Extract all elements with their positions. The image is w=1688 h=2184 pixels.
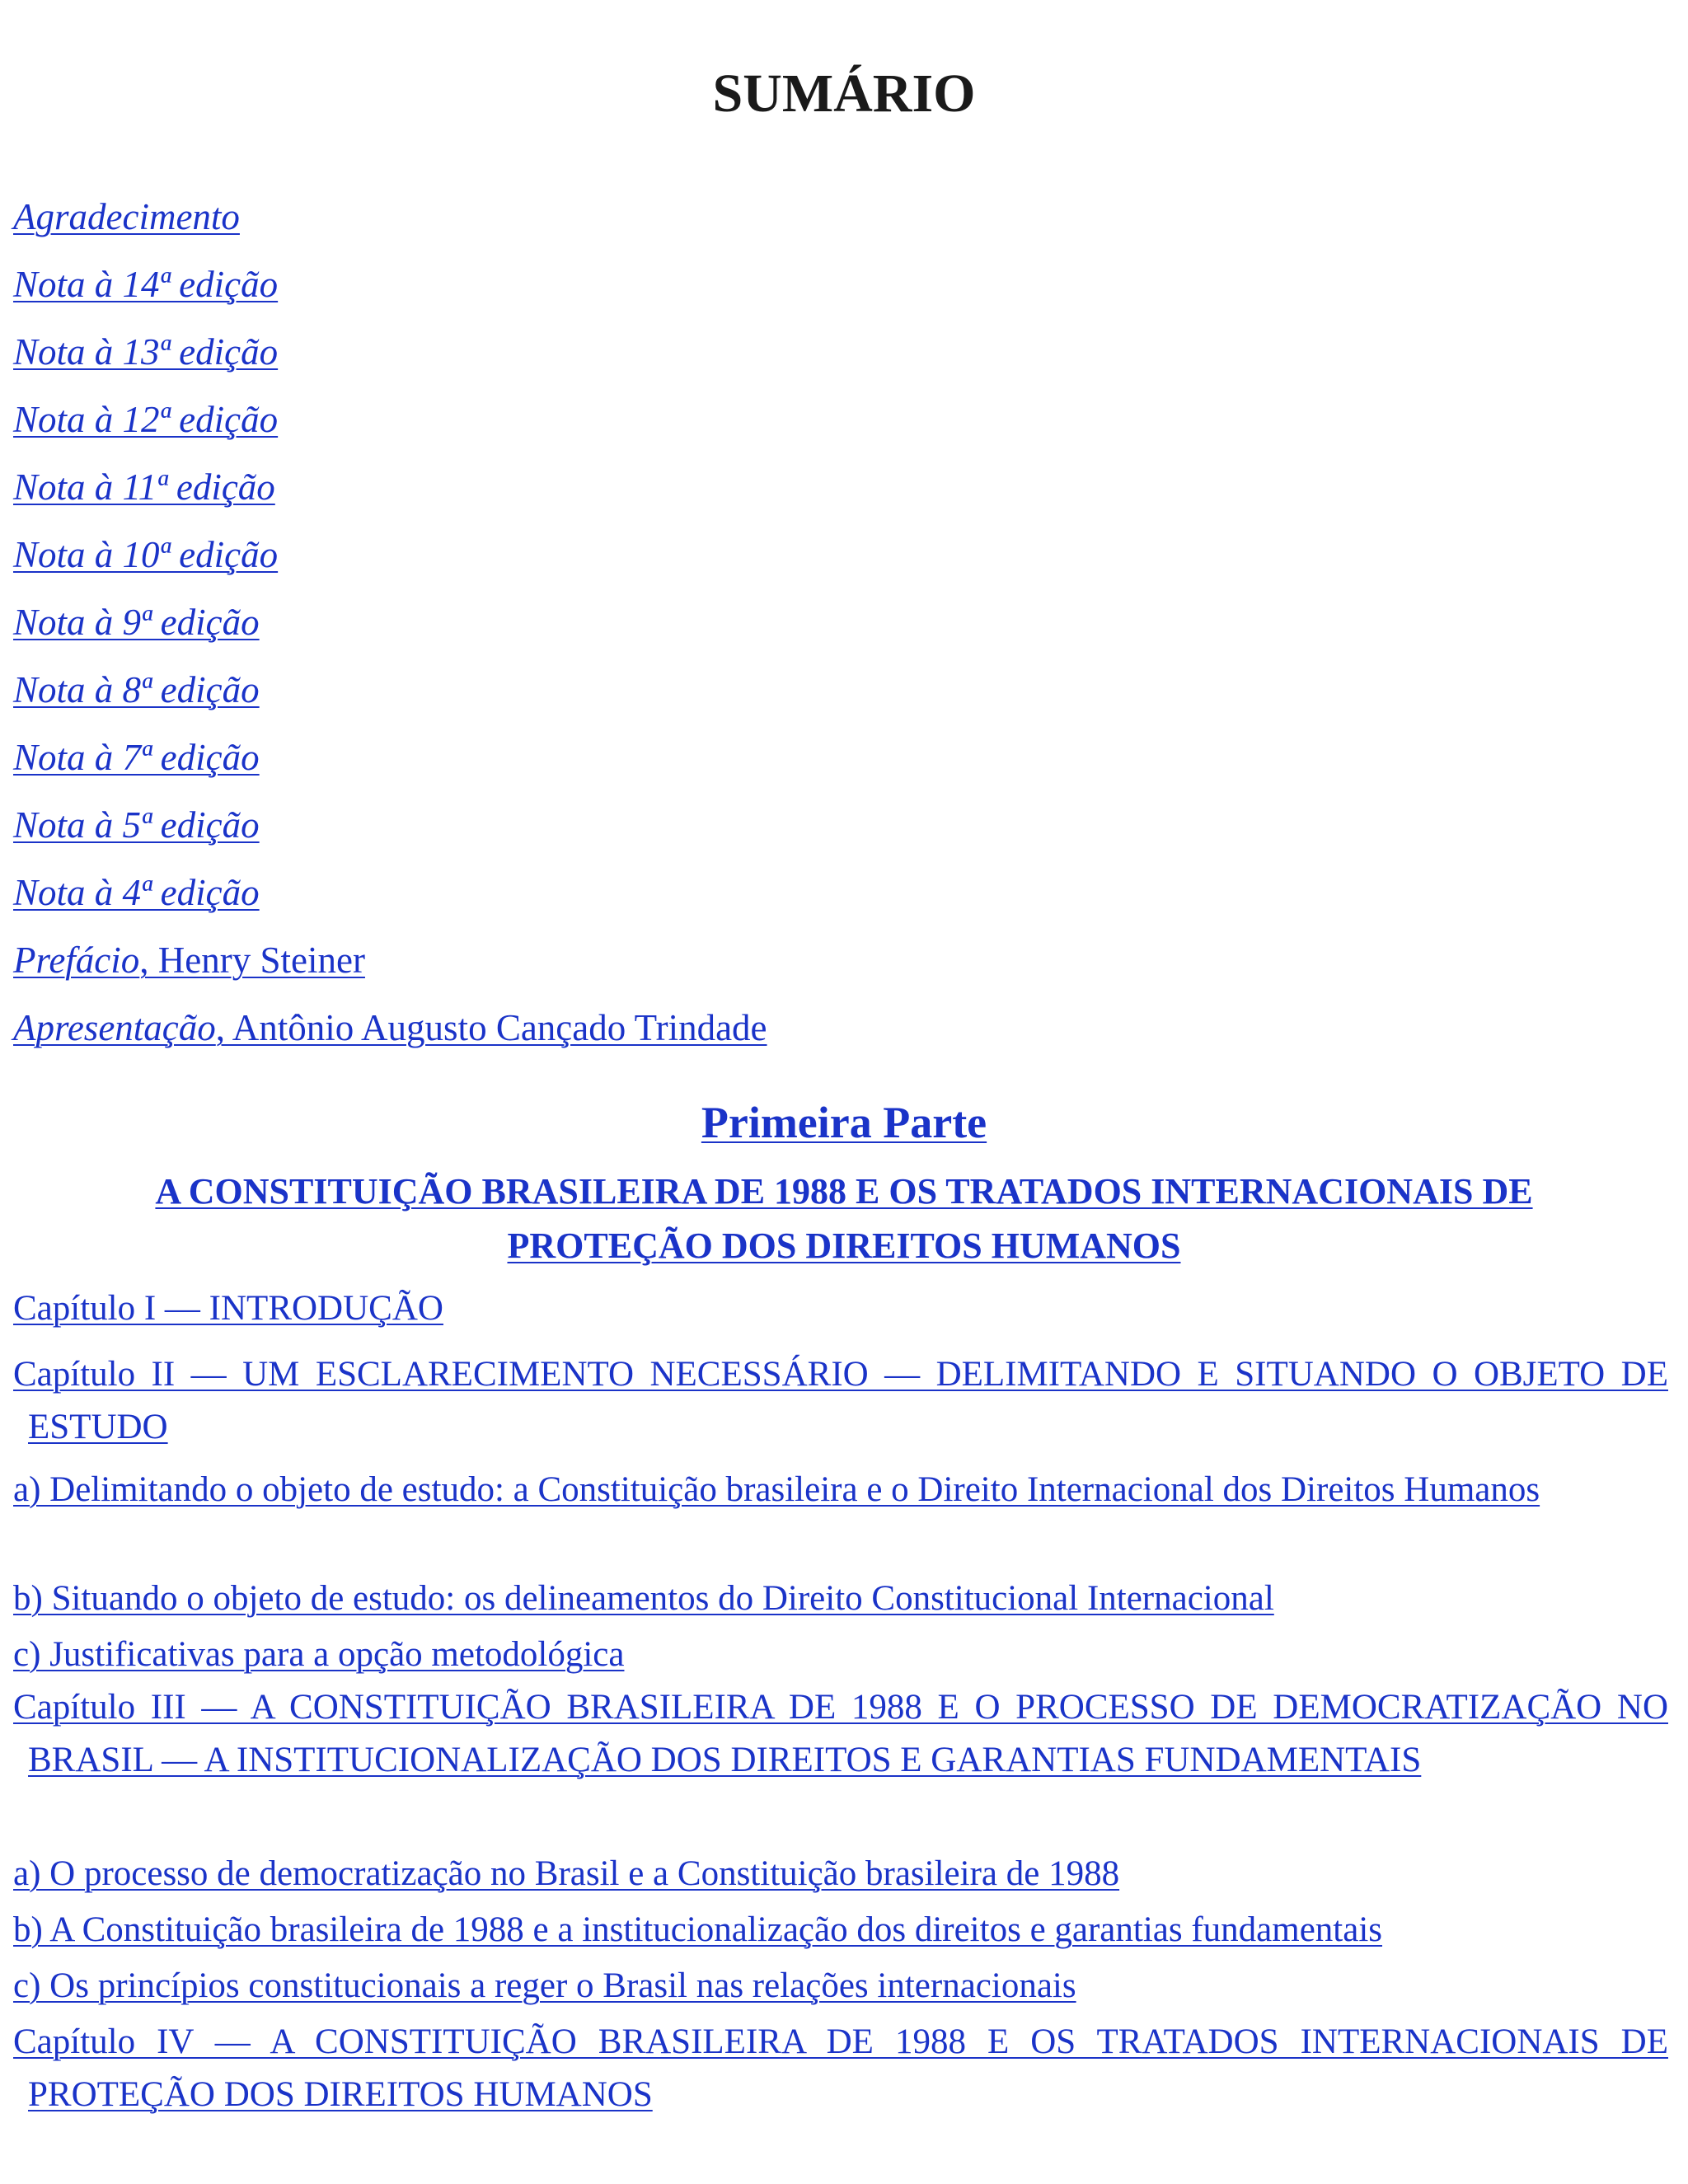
toc-chapter-1: [13, 1282, 1668, 1335]
toc-link-nota-9[interactable]: Nota à 9ª edição: [13, 602, 260, 643]
part-heading: [0, 1099, 1688, 1147]
chapter-1-link[interactable]: Capítulo I — INTRODUÇÃO: [13, 1289, 443, 1328]
prefacio-label: Prefácio: [13, 940, 140, 981]
section-2a-link[interactable]: a) Delimitando o objeto de estudo: a Constituição brasileira e o Direito Internacional dos Direitos Humanos: [13, 1470, 1540, 1509]
toc-section-3b: [13, 1905, 1668, 1955]
toc-item-apresentacao: [13, 1005, 767, 1050]
toc-link-nota-12[interactable]: Nota à 12ª edição: [13, 399, 279, 440]
toc-section-2a: [13, 1465, 1668, 1515]
toc-item-nota-14: [13, 262, 278, 307]
chapter-4-link[interactable]: Capítulo IV — A CONSTITUIÇÃO BRASILEIRA DE 1988 E OS TRATADOS INTERNACIONAIS DE PROTEÇÃO DOS DIREITOS HUMANOS: [13, 2022, 1668, 2114]
section-2c-link[interactable]: c) Justificativas para a opção metodológica: [13, 1635, 625, 1674]
toc-item-agradecimento: [13, 194, 240, 239]
toc-item-nota-5: [13, 803, 260, 847]
toc-link-nota-5[interactable]: Nota à 5ª edição: [13, 804, 260, 846]
section-3b-link[interactable]: b) A Constituição brasileira de 1988 e a institucionalização dos direitos e garantias fundamentais: [13, 1910, 1383, 1949]
part-subheading: [58, 1165, 1630, 1273]
toc-item-nota-10: [13, 532, 278, 577]
apresentacao-label: Apresentação: [13, 1007, 216, 1048]
toc-chapter-3: [13, 1681, 1668, 1787]
toc-item-nota-12: [13, 397, 278, 442]
toc-link-nota-10[interactable]: Nota à 10ª edição: [13, 534, 279, 575]
apresentacao-author: , Antônio Augusto Cançado Trindade: [215, 1007, 767, 1048]
toc-link-nota-14[interactable]: Nota à 14ª edição: [13, 264, 279, 305]
toc-item-nota-7: [13, 735, 260, 780]
toc-link-nota-11[interactable]: Nota à 11ª edição: [13, 466, 275, 508]
toc-chapter-4: [13, 2016, 1668, 2121]
section-2b-link[interactable]: b) Situando o objeto de estudo: os delineamentos do Direito Constitucional Internacional: [13, 1579, 1274, 1618]
toc-section-2c: [13, 1630, 1668, 1680]
toc-section-3c: [13, 1961, 1668, 2011]
toc-section-2b: [13, 1574, 1668, 1624]
toc-item-nota-13: [13, 330, 278, 374]
toc-link-nota-13[interactable]: Nota à 13ª edição: [13, 331, 279, 373]
section-3c-link[interactable]: c) Os princípios constitucionais a reger o Brasil nas relações internacionais: [13, 1966, 1076, 2005]
toc-item-nota-9: [13, 600, 260, 644]
toc-chapter-2: [13, 1348, 1668, 1454]
part-subtitle-link[interactable]: A CONSTITUIÇÃO BRASILEIRA DE 1988 E OS TRATADOS INTERNACIONAIS DE PROTEÇÃO DOS DIREITOS HUMANOS: [155, 1171, 1533, 1266]
part-title-link[interactable]: Primeira Parte: [701, 1098, 987, 1147]
toc-item-nota-8: [13, 668, 260, 712]
toc-item-nota-4: [13, 870, 260, 915]
section-3a-link[interactable]: a) O processo de democratização no Brasil e a Constituição brasileira de 1988: [13, 1854, 1120, 1893]
toc-link-agradecimento[interactable]: Agradecimento: [13, 196, 240, 237]
page-title: SUMÁRIO: [712, 63, 976, 124]
prefacio-author: , Henry Steiner: [139, 940, 365, 981]
toc-link-nota-4[interactable]: Nota à 4ª edição: [13, 872, 260, 913]
toc-item-nota-11: [13, 465, 275, 509]
toc-link-nota-8[interactable]: Nota à 8ª edição: [13, 669, 260, 710]
toc-section-3a: [13, 1849, 1668, 1899]
chapter-3-link[interactable]: Capítulo III — A CONSTITUIÇÃO BRASILEIRA DE 1988 E O PROCESSO DE DEMOCRATIZAÇÃO NO BRASIL — A INSTITUCIONALIZAÇÃO DOS DIREITOS E GARANTIAS FUNDAMENTAIS: [13, 1688, 1668, 1779]
toc-link-nota-7[interactable]: Nota à 7ª edição: [13, 737, 260, 778]
toc-link-prefacio[interactable]: [13, 940, 365, 981]
toc-item-prefacio: [13, 938, 365, 982]
chapter-2-link[interactable]: Capítulo II — UM ESCLARECIMENTO NECESSÁRIO — DELIMITANDO E SITUANDO O OBJETO DE ESTUDO: [13, 1355, 1668, 1446]
toc-link-apresentacao[interactable]: [13, 1007, 767, 1048]
